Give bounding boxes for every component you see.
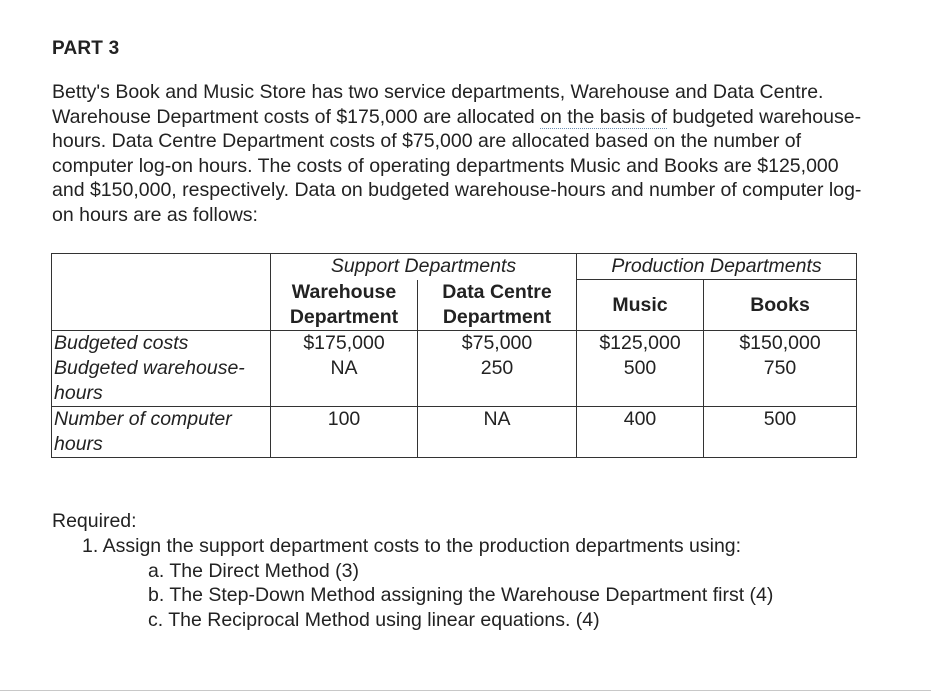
- table-row: [52, 407, 857, 458]
- books-cell: 750: [704, 356, 857, 407]
- datacentre-department-header: Data Centre Department: [418, 280, 577, 331]
- support-departments-header: Support Departments: [271, 254, 577, 280]
- music-header: Music: [577, 280, 704, 331]
- question-1a: a. The Direct Method (3): [148, 559, 359, 582]
- row-label: Number of computer hours: [52, 407, 271, 458]
- intro-text-2: budgeted warehouse-hours. Data Centre Department costs of $75,000 are allocated based on the number of computer log-on hours. The costs of operating departments Music and Books are $125,000 and $150,000, respectively. Data on budgeted warehouse-hours and number of computer log-on hours are as follows:: [52, 105, 862, 226]
- table-row: [52, 356, 857, 407]
- datacentre-cell: 250: [418, 356, 577, 407]
- underlined-phrase: on the basis of: [540, 105, 667, 128]
- cost-data-table: [51, 253, 857, 458]
- question-1c: c. The Reciprocal Method using linear equations. (4): [148, 609, 600, 632]
- books-cell: 500: [704, 407, 857, 458]
- books-header: Books: [704, 280, 857, 331]
- required-section: [52, 509, 773, 633]
- warehouse-cell: 100: [271, 407, 418, 458]
- warehouse-cell: $175,000: [271, 331, 418, 357]
- intro-paragraph: [52, 80, 872, 228]
- question-1b: b. The Step-Down Method assigning the Warehouse Department first (4): [148, 584, 774, 607]
- warehouse-department-header: Warehouse Department: [271, 280, 418, 331]
- datacentre-cell: $75,000: [418, 331, 577, 357]
- part-title: PART 3: [52, 38, 120, 59]
- warehouse-cell: NA: [271, 356, 418, 407]
- production-departments-header: Production Departments: [577, 254, 857, 280]
- intro-text-1: Betty's Book and Music Store has two service departments, Warehouse and Data Centre. Warehouse Department costs of $175,000 are allocated: [52, 81, 824, 128]
- music-cell: 400: [577, 407, 704, 458]
- required-heading: Required:: [52, 510, 137, 532]
- books-cell: $150,000: [704, 331, 857, 357]
- music-cell: 500: [577, 356, 704, 407]
- bottom-divider: [0, 690, 931, 691]
- question-1: 1. Assign the support department costs to the production departments using:: [82, 534, 742, 557]
- empty-corner-cell: [52, 254, 271, 331]
- music-cell: $125,000: [577, 331, 704, 357]
- row-label: Budgeted warehouse-hours: [52, 356, 271, 407]
- datacentre-cell: NA: [418, 407, 577, 458]
- row-label: Budgeted costs: [52, 331, 271, 357]
- table-row: [52, 331, 857, 357]
